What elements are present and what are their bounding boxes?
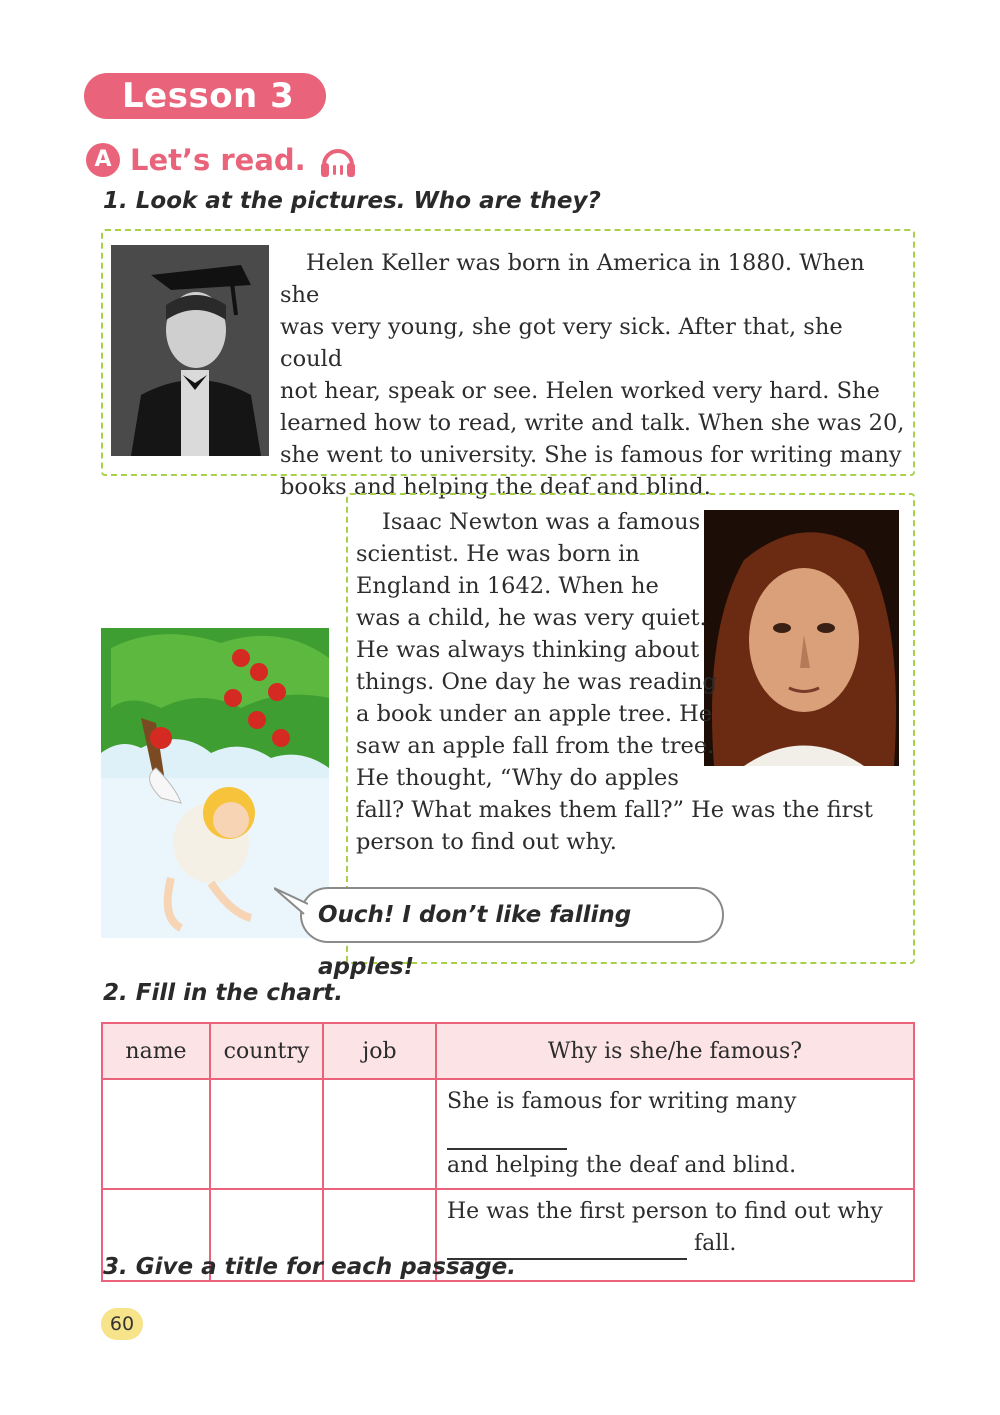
passage-line: fall? What makes them fall?” He was the first [356,797,873,823]
passage-line: He was always thinking about [356,637,700,663]
chart-text: and helping the deaf and blind. [447,1153,797,1178]
page-number: 60 [101,1308,143,1340]
lesson-title: Lesson 3 [84,73,326,119]
fill-in-chart [101,1022,915,1282]
chart-header-country: country [210,1023,323,1079]
speech-bubble: Ouch! I don’t like falling apples! [300,887,724,943]
passage-line: scientist. He was born in [356,541,640,567]
chart-text: fall. [694,1231,737,1256]
passage-line: He thought, “Why do apples [356,765,679,791]
passage-line: was a child, he was very quiet. [356,605,707,631]
passage-line: Helen Keller was born in America in 1880. When she [280,250,865,308]
chart-cell-country-blank[interactable] [210,1079,323,1189]
passage-line: Isaac Newton was a famous [382,509,701,535]
passage-line: she went to university. She is famous for writing many [280,442,902,468]
chart-header-row [102,1023,914,1079]
headphones-icon[interactable] [318,141,358,179]
passage-line: books and helping the deaf and blind. [280,474,711,500]
section-letter-badge: A [86,143,120,177]
passage-line: learned how to read, write and talk. When she was 20, [280,410,905,436]
section-title: Let’s read. [130,143,306,177]
chart-header-name: name [102,1023,210,1079]
isaac-newton-passage [356,506,911,858]
passage-line: a book under an apple tree. He [356,701,713,727]
passage-line: was very young, she got very sick. After that, she could [280,314,843,372]
question-2-heading: 2. Fill in the chart. [103,980,343,1006]
passage-line: saw an apple fall from the tree. [356,733,715,759]
passage-line: England in 1642. When he [356,573,659,599]
chart-header-job: job [323,1023,436,1079]
speech-bubble-tail [274,886,308,916]
chart-text: He was the first person to find out why [447,1199,883,1224]
question-1-heading: 1. Look at the pictures. Who are they? [103,188,601,214]
helen-keller-photo [111,245,269,456]
table-row [102,1079,914,1189]
section-a-heading [86,140,358,180]
chart-cell-why-famous [436,1079,914,1189]
chart-header-why-famous: Why is she/he famous? [436,1023,914,1079]
chart-text: She is famous for writing many [447,1089,797,1114]
passage-line: not hear, speak or see. Helen worked very hard. She [280,378,880,404]
question-3-heading: 3. Give a title for each passage. [103,1254,516,1280]
answer-blank[interactable] [447,1126,567,1150]
passage-line: things. One day he was reading [356,669,717,695]
helen-keller-passage [280,247,905,503]
chart-cell-name-blank[interactable] [102,1079,210,1189]
chart-cell-job-blank[interactable] [323,1079,436,1189]
passage-line: person to find out why. [356,829,617,855]
